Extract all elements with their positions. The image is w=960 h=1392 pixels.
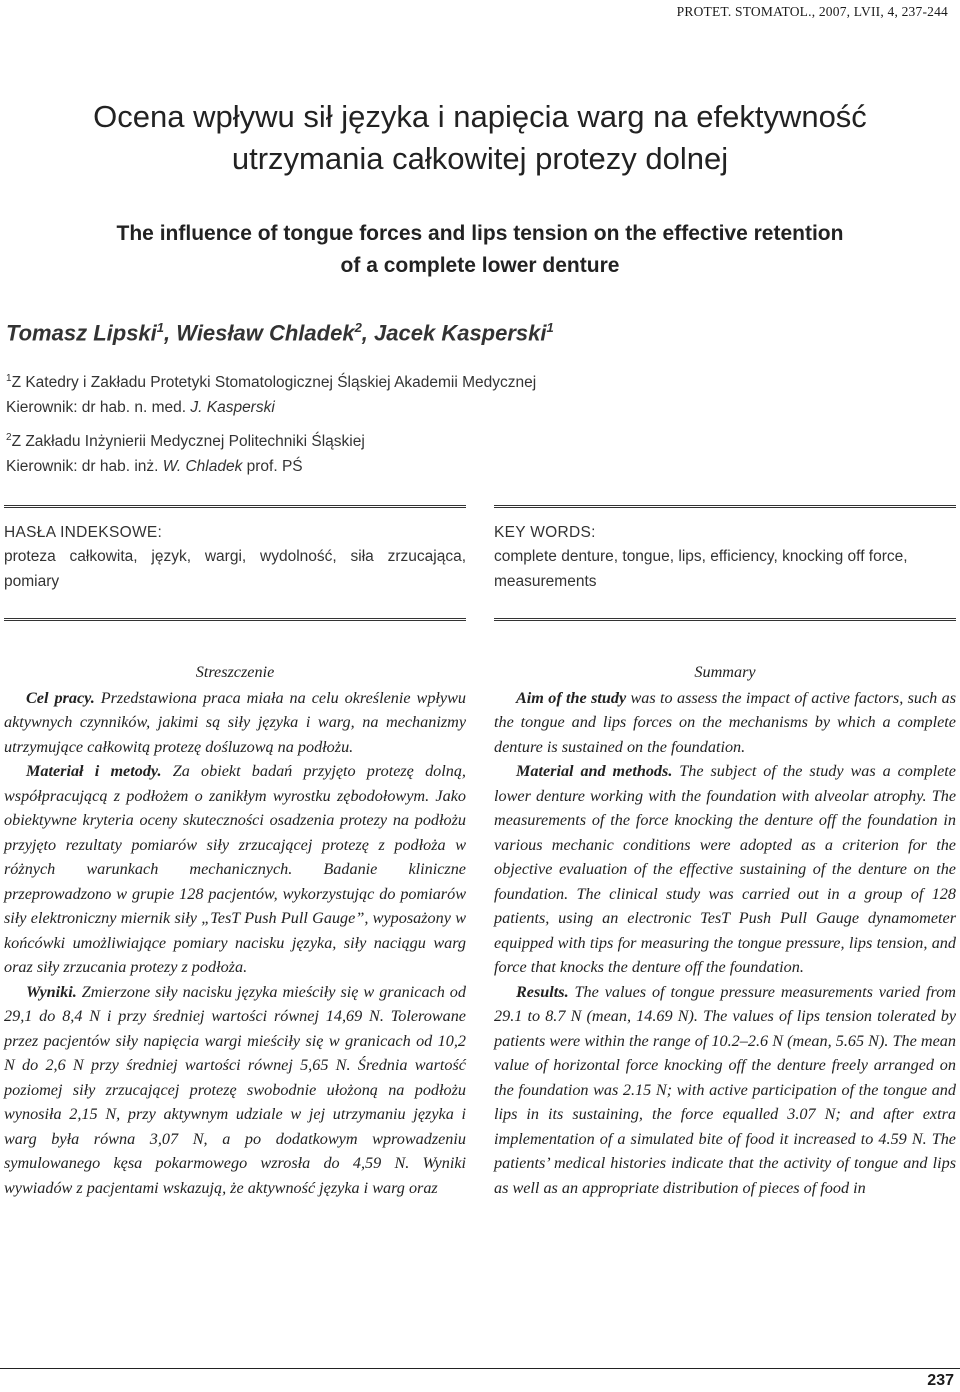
abstract-english-heading: Summary — [694, 663, 756, 681]
author-3-affiliation-mark: 1 — [546, 320, 554, 335]
affiliation-1-head-prefix: Kierownik: dr hab. n. med. — [6, 399, 191, 417]
title-polish-line1: Ocena wpływu sił języka i napięcia warg na efektywność — [93, 99, 867, 134]
footer-rule — [0, 1368, 960, 1369]
abstract-polish-methods — [4, 759, 466, 980]
author-separator: , — [164, 320, 177, 346]
affiliation-2-text: Z Zakładu Inżynierii Medycznej Politechniki Śląskiej — [11, 433, 365, 451]
title-english-line1: The influence of tongue forces and lips tension on the effective retention — [116, 222, 844, 245]
keywords-english-label: KEY WORDS: — [494, 524, 596, 541]
abstract-english-results-label: Results. — [516, 982, 569, 1001]
abstract-polish-results-label: Wyniki. — [26, 982, 77, 1001]
affiliation-1-text: Z Katedry i Zakładu Protetyki Stomatologicznej Śląskiej Akademii Medycznej — [11, 374, 537, 392]
author-2-affiliation-mark: 2 — [354, 320, 362, 335]
affiliation-1-head-name: J. Kasperski — [190, 399, 275, 417]
affiliation-2-institution — [6, 425, 365, 454]
keywords-polish-label: HASŁA INDEKSOWE: — [4, 524, 163, 541]
keywords-pl-top-rule — [4, 505, 466, 508]
keywords-polish — [4, 524, 466, 594]
affiliation-2-head — [6, 454, 365, 479]
abstract-polish-methods-label: Materiał i metody. — [26, 762, 162, 780]
abstract-english-aim-text: was to assess the impact of active factors, such as the tongue and lips forces on the mechanisms by which a complete denture is sustained on the foundation. — [494, 688, 957, 756]
author-3: Jacek Kasperski — [374, 320, 547, 346]
abstract-polish-heading: Streszczenie — [195, 663, 275, 681]
abstract-english-aim — [494, 686, 956, 760]
keywords-polish-text: proteza całkowita, język, wargi, wydolność, siła zrzucająca, pomiary — [4, 548, 466, 590]
author-1: Tomasz Lipski — [6, 320, 157, 346]
abstract-polish-results-text: Zmierzone siły nacisku języka mieściły się w granicach od 29,1 do 8,4 N i przy średniej wartości równej 14,69 N. Tolerowane przez pacjentów siły napięcia wargi mieściły się w granicach od 10,2 N do 2,6 N przy średniej wartości równej 5,65 N. Średnia wartość poziomej siły zrzucającej protezę swobodnie ułożoną na podłożu wynosiła 2,15 N, przy aktywnym udziale w jej utrzymaniu języka i warg była równa 3,07 N, a po dodatkowym wprowadzeniu symulowanego kęsa pokarmowego wzrosła do 4,59 N. Wyniki wywiadów z pacjentami wskazują, że aktywność języka i warg oraz — [4, 982, 466, 1197]
title-english — [0, 218, 960, 282]
abstract-english-aim-label: Aim of the study — [516, 688, 627, 707]
abstract-polish — [4, 660, 466, 1200]
abstract-polish-aim-text: Przedstawiona praca miała na celu określenie wpływu aktywnych czynników, jakimi są siły języka i warg, na mechanizmy utrzymujące całkowitą protezę dośluzową na podłożu. — [4, 688, 466, 756]
affiliation-2-head-suffix: prof. PŚ — [242, 458, 303, 476]
abstract-english — [494, 660, 956, 1200]
affiliation-2-head-prefix: Kierownik: dr hab. inż. — [6, 458, 163, 476]
abstract-english-methods-label: Material and methods. — [516, 762, 673, 780]
abstract-english-results-text: The values of tongue pressure measurements varied from 29.1 to 8.7 N (mean, 14.69 N). The values of lips tension tolerated by patients were within the range of 10.2–2.6 N (mean, 5.65 N). The mean value of horizontal force knocking off the denture freely arranged on the foundation was 2.15 N; with active participation of the tongue and lips in its sustaining, the force equalled 3.07 N; and after extra implementation of a simulated bite of food it increased to 4.59 N. The patients’ medical histories indicate that the activity of tongue and lips as well as an appropriate distribution of pieces of food in — [494, 982, 956, 1197]
page-number: 237 — [927, 1372, 954, 1389]
abstract-english-results — [494, 980, 956, 1201]
keywords-english — [494, 524, 956, 594]
author-2: Wiesław Chladek — [176, 320, 355, 346]
affiliation-1-institution — [6, 366, 536, 395]
abstract-polish-aim — [4, 686, 466, 760]
affiliation-1-head — [6, 395, 536, 420]
author-separator: , — [361, 320, 375, 346]
title-polish-line2: utrzymania całkowitej protezy dolnej — [231, 141, 729, 176]
title-english-line2: of a complete lower denture — [340, 254, 620, 277]
keywords-en-bottom-rule — [494, 618, 956, 621]
affiliation-2-head-name: W. Chladek — [162, 458, 243, 476]
title-polish — [0, 96, 960, 180]
affiliation-2 — [6, 425, 365, 479]
affiliation-1 — [6, 366, 536, 420]
keywords-pl-bottom-rule — [4, 618, 466, 621]
abstract-english-methods — [494, 759, 956, 980]
abstract-polish-aim-label: Cel pracy. — [26, 688, 95, 707]
keywords-english-text: complete denture, tongue, lips, efficiency, knocking off force, measurements — [494, 548, 908, 590]
affiliation-1-mark: 1 — [6, 373, 12, 384]
abstract-polish-methods-text: Za obiekt badań przyjęto protezę dolną, współpracującą z podłożem o zanikłym wyrostku zębodołowym. Jako obiektywne kryteria oceny skuteczności osadzenia protezy na podłożu przyjęto rezultaty pomiarów siły zrzucającej protezę z podłoża w różnych warunkach mechanicznych. Badanie kliniczne przeprowadzono w grupie 128 pacjentów, wykorzystując do pomiarów siły elektroniczny miernik siły „TesT Push Pull Gauge”, wyposażony w końcówki umożliwiające pomiary nacisku języka, siły naciągu warg oraz siły zrzucania protezy z podłoża. — [4, 762, 466, 976]
author-list — [6, 320, 554, 346]
journal-citation: PROTET. STOMATOL., 2007, LVII, 4, 237-244 — [676, 4, 948, 19]
affiliation-2-mark: 2 — [6, 432, 12, 443]
abstract-english-methods-text: The subject of the study was a complete lower denture working with the foundation with alveolar atrophy. The measurements of the force knocking the denture off the foundation in various mechanic conditions were adopted as a criterion for the objective evaluation of the effective sustaining of the denture on the foundation. The clinical study was carried out in a group of 128 patients, using an electronic TesT Push Pull Gauge dynamometer equipped with tips for measuring the tongue pressure, lips tension, and force that knocks the denture off the foundation. — [494, 762, 956, 976]
abstract-polish-results — [4, 980, 466, 1201]
keywords-en-top-rule — [494, 505, 956, 508]
author-1-affiliation-mark: 1 — [156, 320, 165, 335]
